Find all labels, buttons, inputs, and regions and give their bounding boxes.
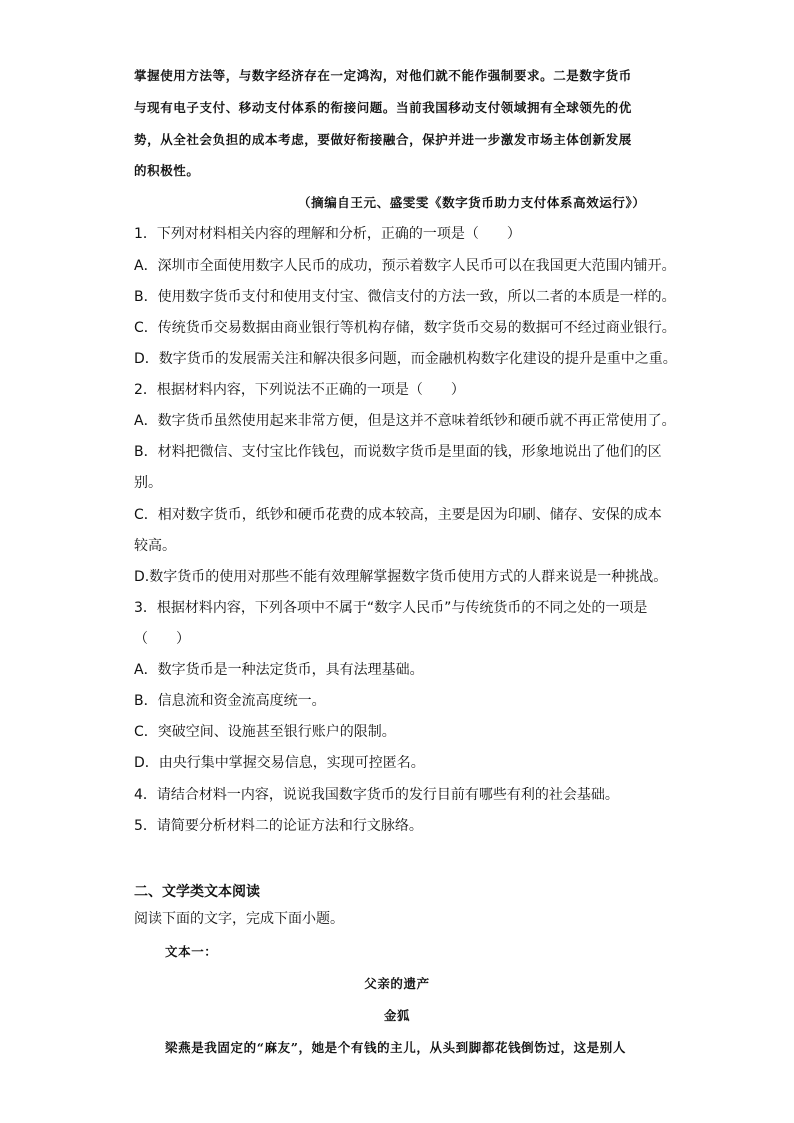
q3-stem-line1: 3．根据材料内容，下列各项中不属于“数字人民币”与传统货币的不同之处的一项是 bbox=[134, 600, 648, 616]
passage-line-2: 与现有电子支付、移动支付体系的衔接问题。当前我国移动支付领域拥有全球领先的优 bbox=[134, 100, 632, 115]
section-instruction: 阅读下面的文字，完成下面小题。 bbox=[134, 911, 344, 927]
q1-option-d: D．数字货币的发展需关注和解决很多问题，而金融机构数字化建设的提升是重中之重。 bbox=[134, 351, 677, 367]
q3-option-b: B．信息流和资金流高度统一。 bbox=[134, 693, 326, 709]
q2-option-c-line2: 较高。 bbox=[134, 538, 176, 554]
text-label: 文本一： bbox=[165, 944, 218, 959]
q3-option-a: A．数字货币是一种法定货币，具有法理基础。 bbox=[134, 662, 424, 678]
citation: （摘编自王元、盛雯雯《数字货币助力支付体系高效运行》） bbox=[298, 195, 646, 210]
q1-stem: 1．下列对材料相关内容的理解和分析，正确的一项是（ ） bbox=[134, 226, 521, 242]
passage-line-1: 掌握使用方法等，与数字经济存在一定鸿沟，对他们就不能作强制要求。二是数字货币 bbox=[134, 68, 632, 83]
q4: 4．请结合材料一内容，说说我国数字货币的发行目前有哪些有利的社会基础。 bbox=[134, 787, 619, 803]
q2-option-b-line2: 别。 bbox=[134, 475, 162, 491]
q2-stem: 2．根据材料内容，下列说法不正确的一项是（ ） bbox=[134, 382, 465, 398]
q2-option-d: D.数字货币的使用对那些不能有效理解掌握数字货币使用方式的人群来说是一种挑战。 bbox=[134, 569, 668, 585]
q2-option-b-line1: B．材料把微信、支付宝比作钱包，而说数字货币是里面的钱，形象地说出了他们的区 bbox=[134, 444, 662, 460]
passage-line-3: 势，从全社会负担的成本考虑，要做好衔接融合，保护并进一步激发市场主体创新发展 bbox=[134, 132, 632, 147]
passage-line-4: 的积极性。 bbox=[134, 163, 200, 178]
story-first-line: 梁燕是我固定的“麻友”，她是个有钱的主儿，从头到脚都花钱倒饬过，这是别人 bbox=[165, 1040, 626, 1055]
story-title: 父亲的遗产 bbox=[364, 976, 430, 991]
q3-option-d: D．由央行集中掌握交易信息，实现可控匿名。 bbox=[134, 755, 425, 771]
q3-option-c: C．突破空间、设施甚至银行账户的限制。 bbox=[134, 724, 396, 740]
story-author: 金狐 bbox=[383, 1008, 411, 1023]
section-heading: 二、文学类文本阅读 bbox=[134, 884, 260, 900]
q1-option-c: C．传统货币交易数据由商业银行等机构存储，数字货币交易的数据可不经过商业银行。 bbox=[134, 320, 676, 336]
q1-option-a: A．深圳市全面使用数字人民币的成功，预示着数字人民币可以在我国更大范围内铺开。 bbox=[134, 258, 676, 274]
q1-option-b: B．使用数字货币支付和使用支付宝、微信支付的方法一致，所以二者的本质是一样的。 bbox=[134, 289, 676, 305]
q2-option-a: A．数字货币虽然使用起来非常方便，但是这并不意味着纸钞和硬币就不再正常使用了。 bbox=[134, 413, 676, 429]
q2-option-c-line1: C．相对数字货币，纸钞和硬币花费的成本较高，主要是因为印刷、储存、安保的成本 bbox=[134, 507, 662, 523]
q5: 5．请简要分析材料二的论证方法和行文脉络。 bbox=[134, 818, 423, 834]
q3-stem-line2: （ ） bbox=[134, 631, 190, 647]
